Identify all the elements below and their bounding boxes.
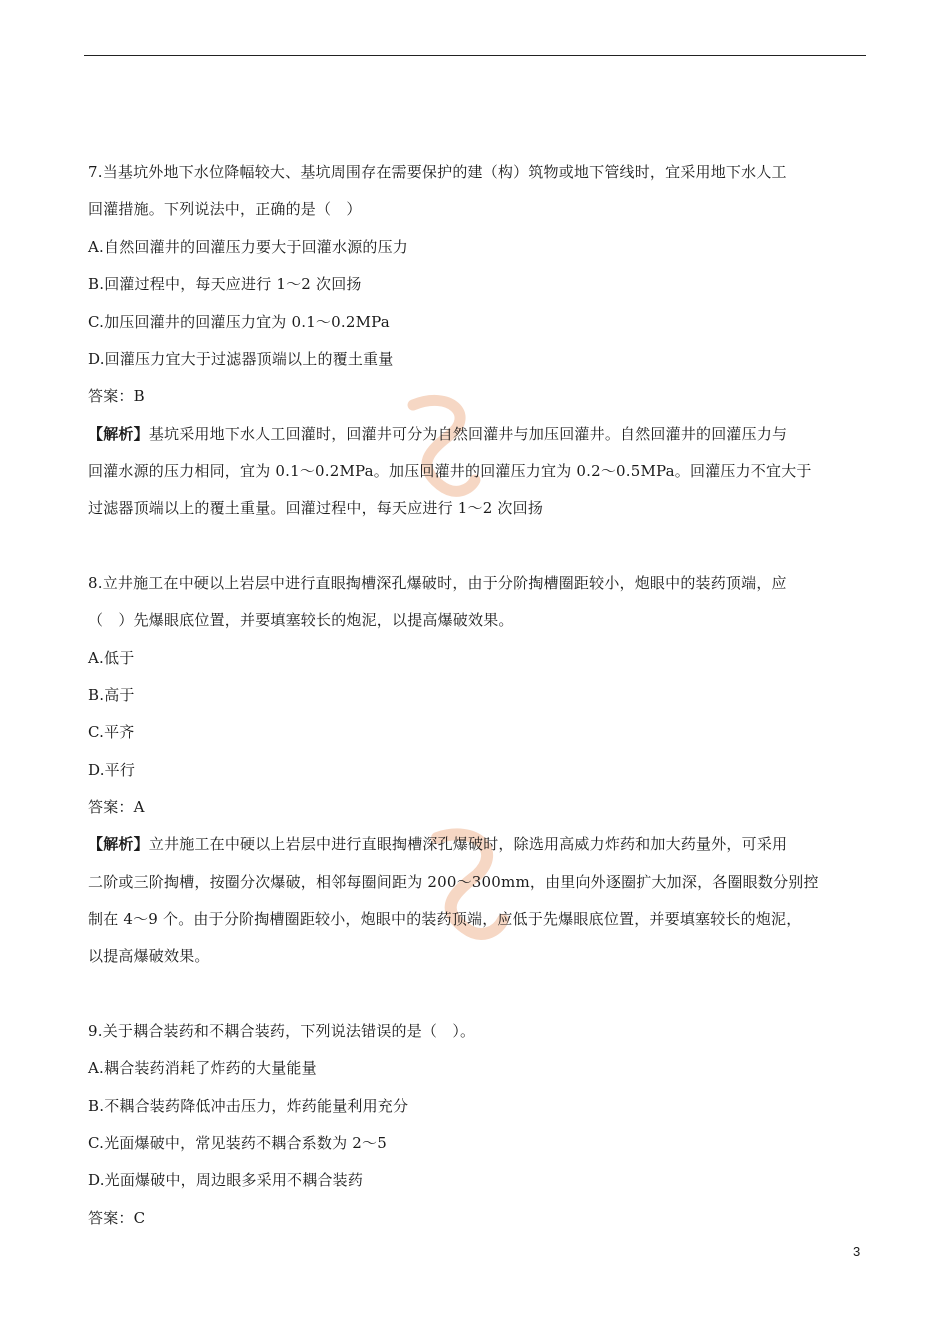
q7-answer: 答案：B — [88, 387, 145, 405]
q8-option-c: C.平齐 — [88, 723, 135, 741]
q8-analysis-text-1: 立井施工在中硬以上岩层中进行直眼掏槽深孔爆破时，除选用高威力炸药和加大药量外，可采用 — [148, 835, 788, 853]
q8-stem-line-1: 8.立井施工在中硬以上岩层中进行直眼掏槽深孔爆破时，由于分阶掏槽圈距较小，炮眼中的装药顶端，应 — [88, 574, 787, 592]
q7-analysis-line-1 — [88, 425, 787, 443]
page-number: 3 — [853, 1244, 861, 1259]
q9-option-c: C.光面爆破中，常见装药不耦合系数为 2～5 — [88, 1134, 387, 1152]
q7-option-d: D.回灌压力宜大于过滤器顶端以上的覆土重量 — [88, 350, 394, 368]
q7-analysis-line-2: 回灌水源的压力相同，宜为 0.1～0.2MPa。加压回灌井的回灌压力宜为 0.2～0.5MPa。回灌压力不宜大于 — [88, 462, 812, 480]
q8-option-a: A.低于 — [88, 649, 135, 667]
q9-answer: 答案：C — [88, 1209, 146, 1227]
q7-option-b: B.回灌过程中，每天应进行 1～2 次回扬 — [88, 275, 362, 293]
q8-analysis-line-2: 二阶或三阶掏槽，按圈分次爆破，相邻每圈间距为 200～300mm，由里向外逐圈扩大加深，各圈眼数分别控 — [88, 873, 819, 891]
watermark-logo-icon — [395, 385, 485, 510]
q9-stem-line-1: 9.关于耦合装药和不耦合装药，下列说法错误的是（ ）。 — [88, 1022, 476, 1040]
q7-analysis-text-1: 基坑采用地下水人工回灌时，回灌井可分为自然回灌井与加压回灌井。自然回灌井的回灌压力与 — [148, 425, 788, 443]
q8-option-b: B.高于 — [88, 686, 135, 704]
q8-stem-line-2: （ ）先爆眼底位置，并要填塞较长的炮泥，以提高爆破效果。 — [88, 611, 514, 629]
q8-analysis-line-3: 制在 4～9 个。由于分阶掏槽圈距较小，炮眼中的装药顶端，应低于先爆眼底位置，并要填塞较长的炮泥， — [88, 910, 802, 928]
q7-option-c: C.加压回灌井的回灌压力宜为 0.1～0.2MPa — [88, 313, 390, 331]
q8-option-d: D.平行 — [88, 761, 136, 779]
q8-analysis-label: 【解析】 — [88, 835, 149, 853]
q7-option-a: A.自然回灌井的回灌压力要大于回灌水源的压力 — [88, 238, 409, 256]
q7-analysis-line-3: 过滤器顶端以上的覆土重量。回灌过程中，每天应进行 1～2 次回扬 — [88, 499, 544, 517]
q8-analysis-line-4: 以提高爆破效果。 — [88, 947, 210, 965]
q9-option-b: B.不耦合装药降低冲击压力，炸药能量利用充分 — [88, 1097, 409, 1115]
q8-analysis-line-1 — [88, 835, 787, 853]
q9-option-d: D.光面爆破中，周边眼多采用不耦合装药 — [88, 1171, 364, 1189]
q9-option-a: A.耦合装药消耗了炸药的大量能量 — [88, 1059, 317, 1077]
q7-stem-line-1: 7.当基坑外地下水位降幅较大、基坑周围存在需要保护的建（构）筑物或地下管线时，宜采用地下水人工 — [88, 163, 787, 181]
header-rule — [84, 55, 866, 56]
q7-analysis-label: 【解析】 — [88, 425, 149, 443]
q7-stem-line-2: 回灌措施。下列说法中，正确的是（ ） — [88, 200, 362, 218]
q8-answer: 答案：A — [88, 798, 145, 816]
